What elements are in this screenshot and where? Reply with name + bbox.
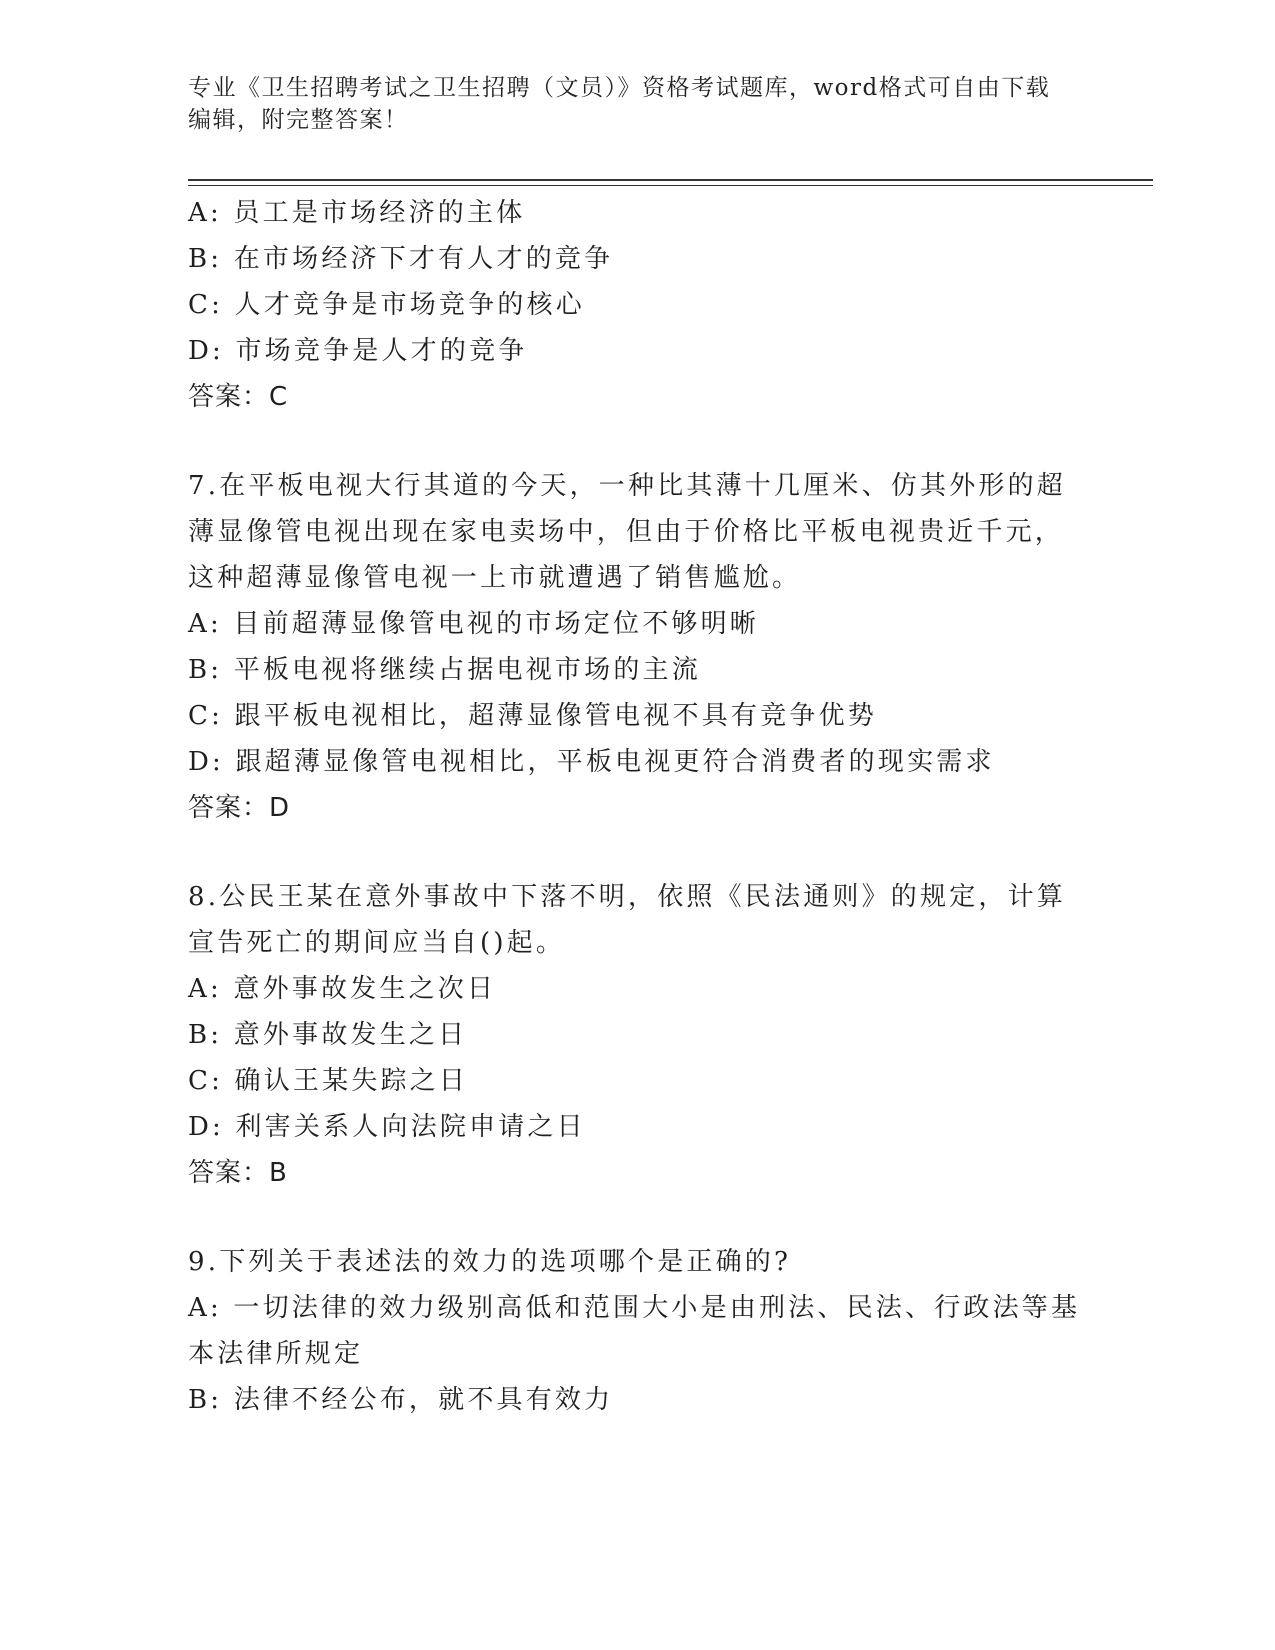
question-stem-line: 7.在平板电视大行其道的今天，一种比其薄十几厘米、仿其外形的超	[188, 471, 1067, 501]
option-b: B: 意外事故发生之日	[188, 1020, 468, 1050]
option-b: B: 法律不经公布，就不具有效力	[188, 1385, 614, 1415]
option-d: D: 利害关系人向法院申请之日	[188, 1112, 586, 1142]
spacer	[188, 831, 1088, 874]
option-d: D: 跟超薄显像管电视相比，平板电视更符合消费者的现实需求	[188, 747, 995, 777]
option-a-continued: 本法律所规定	[188, 1339, 364, 1369]
option-c: C: 人才竞争是市场竞争的核心	[188, 290, 585, 320]
question-stem-line: 9.下列关于表述法的效力的选项哪个是正确的?	[188, 1247, 792, 1277]
question-stem-line: 薄显像管电视出现在家电卖场中，但由于价格比平板电视贵近千元，	[188, 517, 1065, 547]
spacer	[188, 1196, 1088, 1239]
option-a: A: 目前超薄显像管电视的市场定位不够明晰	[188, 609, 760, 639]
option-a: A: 意外事故发生之次日	[188, 974, 497, 1004]
question-8	[188, 874, 1088, 1196]
option-a: A: 员工是市场经济的主体	[188, 198, 526, 228]
option-d: D: 市场竞争是人才的竞争	[188, 336, 528, 366]
question-6	[188, 190, 1088, 420]
option-a: A: 一切法律的效力级别高低和范围大小是由刑法、民法、行政法等基	[188, 1293, 1081, 1323]
question-7	[188, 463, 1088, 831]
option-c: C: 跟平板电视相比，超薄显像管电视不具有竞争优势	[188, 701, 877, 731]
question-content	[188, 190, 1088, 1423]
header-line-1: 专业《卫生招聘考试之卫生招聘（文员）》资格考试题库，word格式可自由下载	[188, 75, 1051, 101]
question-9	[188, 1239, 1088, 1423]
question-stem-line: 宣告死亡的期间应当自()起。	[188, 928, 566, 958]
option-c: C: 确认王某失踪之日	[188, 1066, 469, 1096]
header-divider-thick	[188, 179, 1153, 181]
document-header	[188, 72, 1068, 136]
answer-label: 答案：B	[188, 1158, 288, 1188]
question-stem-line: 这种超薄显像管电视一上市就遭遇了销售尴尬。	[188, 563, 802, 593]
option-b: B: 在市场经济下才有人才的竞争	[188, 244, 614, 274]
answer-label: 答案：C	[188, 382, 289, 412]
option-b: B: 平板电视将继续占据电视市场的主流	[188, 655, 701, 685]
answer-label: 答案：D	[188, 793, 291, 823]
spacer	[188, 420, 1088, 463]
header-line-2: 编辑，附完整答案！	[188, 107, 409, 133]
header-divider-thin	[188, 185, 1153, 186]
question-stem-line: 8.公民王某在意外事故中下落不明，依照《民法通则》的规定，计算	[188, 882, 1067, 912]
